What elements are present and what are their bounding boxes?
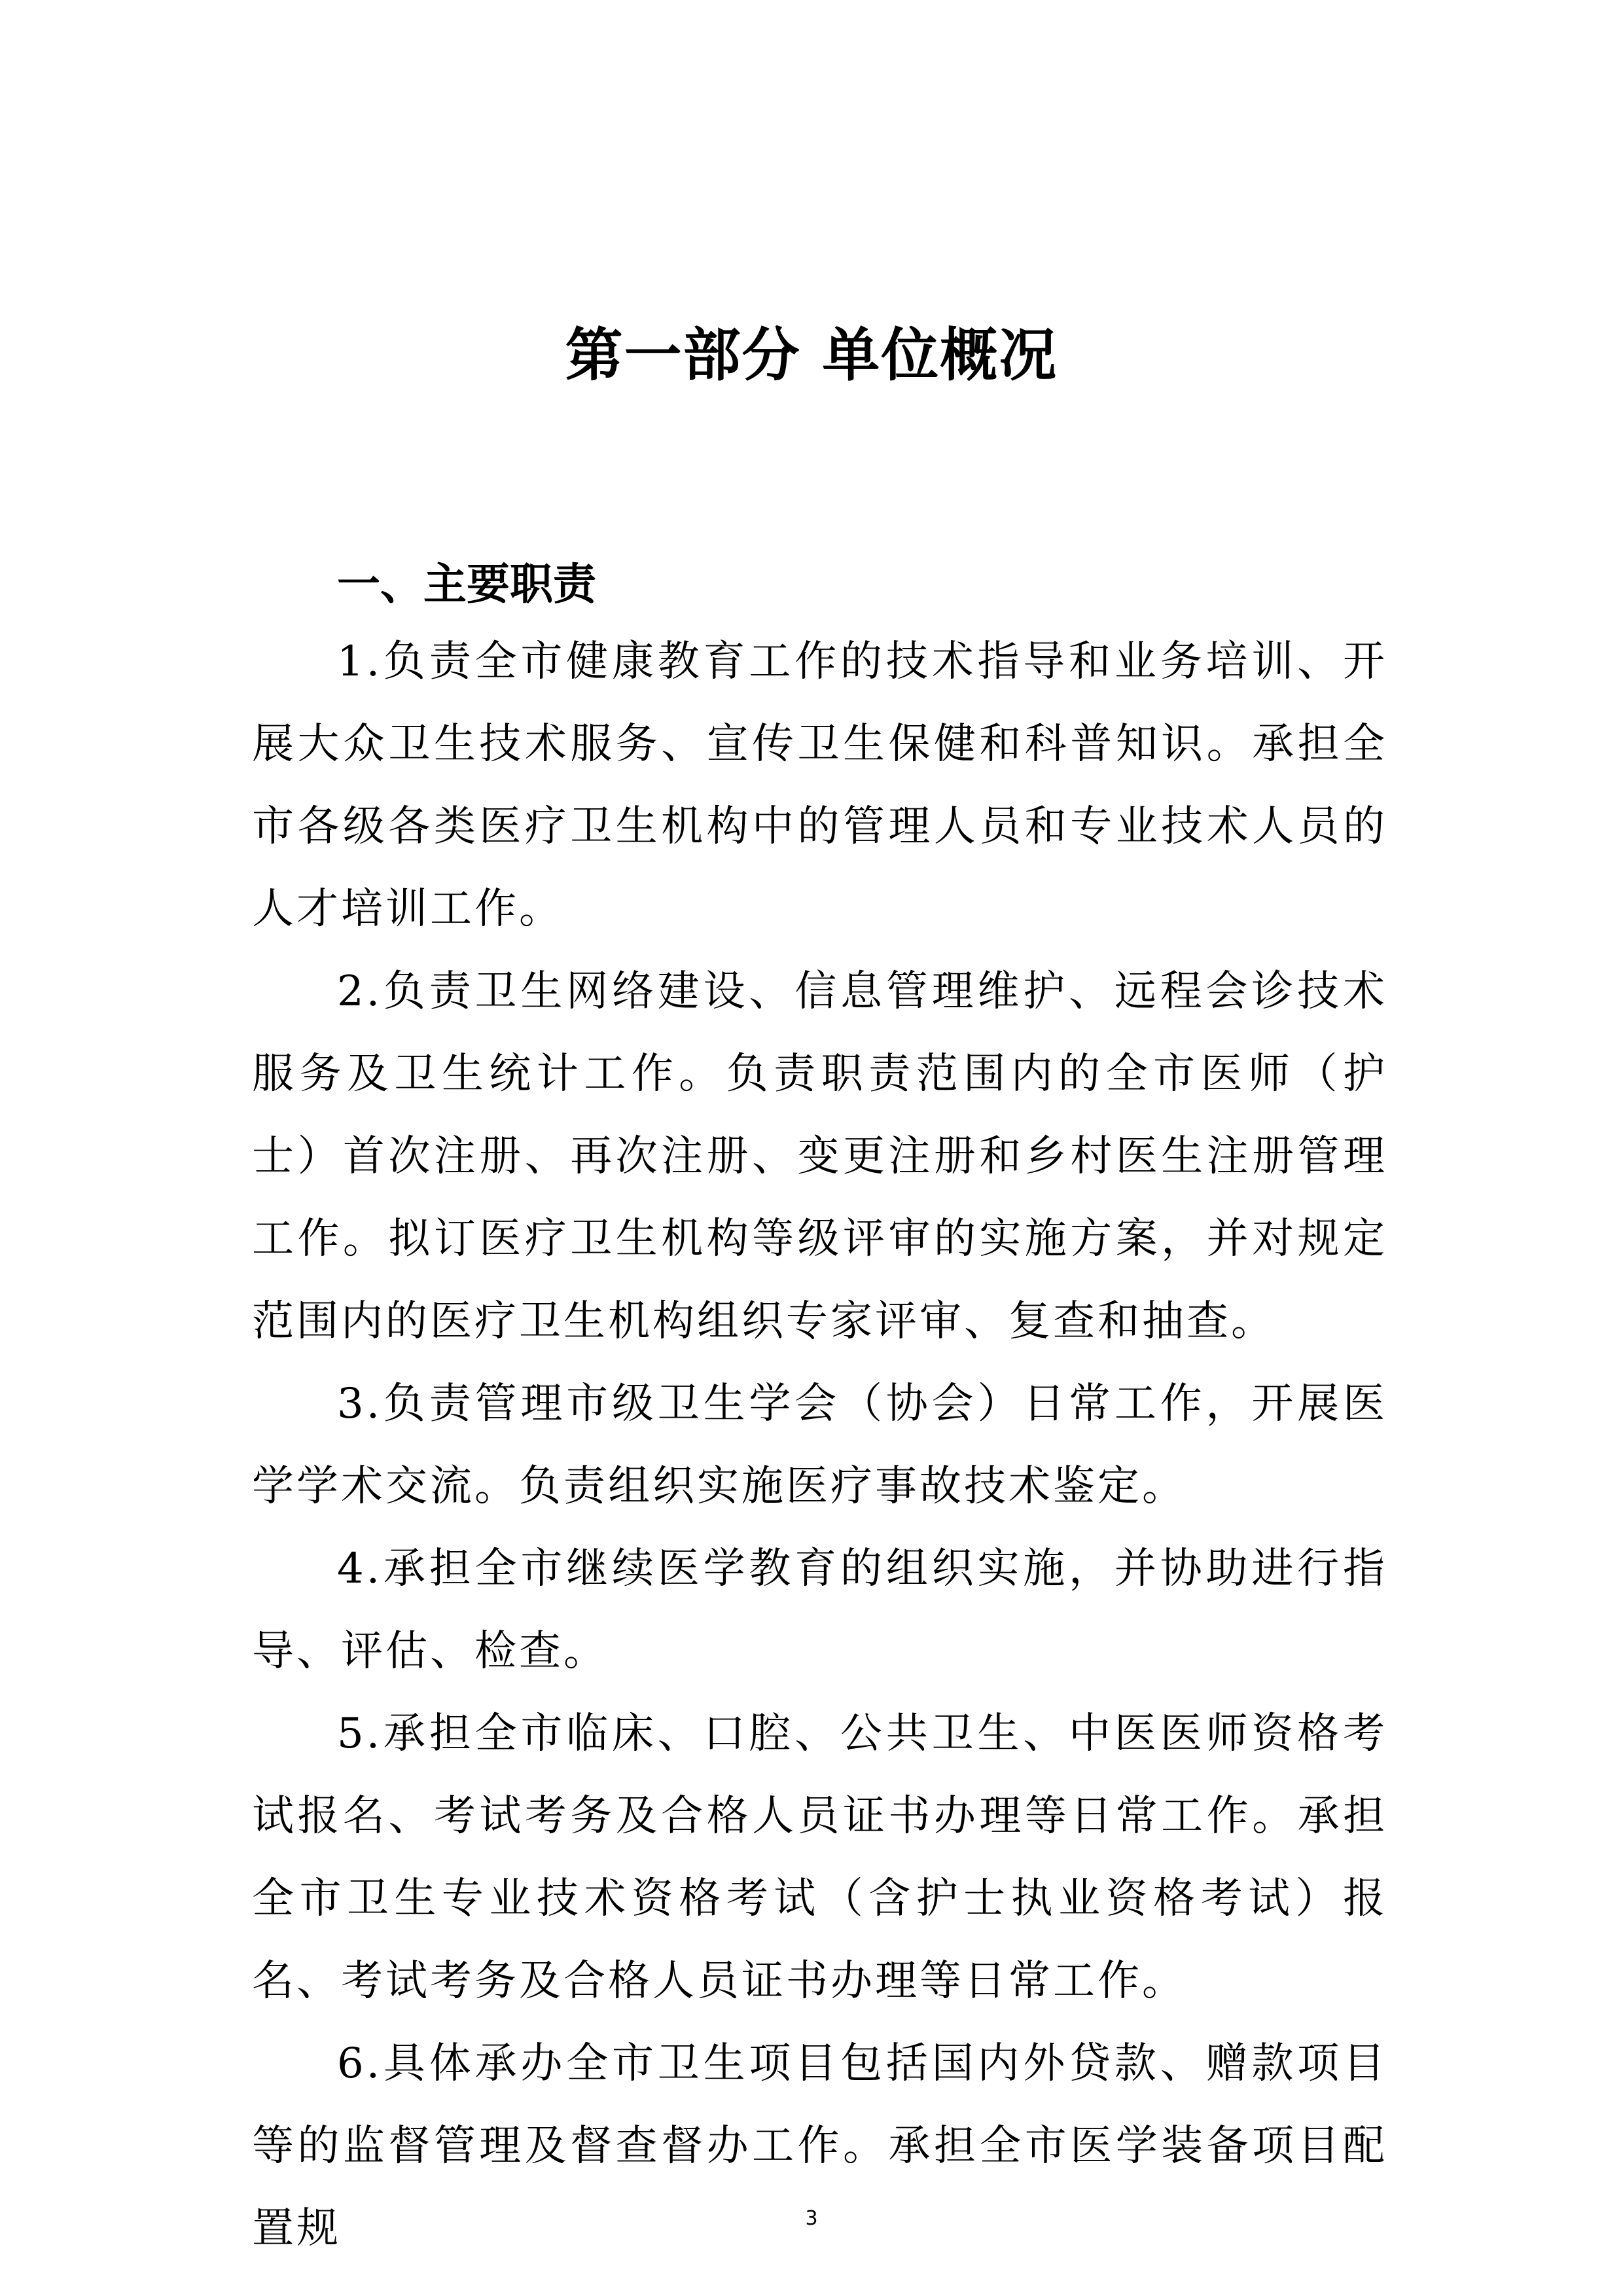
paragraph: 1.负责全市健康教育工作的技术指导和业务培训、开展大众卫生技术服务、宣传卫生保健和科普知识。承担全市各级各类医疗卫生机构中的管理人员和专业技术人员的人才培训工作。	[252, 637, 1387, 933]
paragraph: 5.承担全市临床、口腔、公共卫生、中医医师资格考试报名、考试考务及合格人员证书办理等日常工作。承担全市卫生专业技术资格考试（含护士执业资格考试）报名、考试考务及合格人员证书办理等日常工作。	[252, 1710, 1387, 2005]
paragraph: 6.具体承办全市卫生项目包括国内外贷款、赠款项目等的监督管理及督查督办工作。承担全市医学装备项目配置规	[252, 2039, 1387, 2253]
section-heading: 一、主要职责	[337, 559, 596, 609]
body-text	[252, 620, 1387, 2270]
paragraph: 3.负责管理市级卫生学会（协会）日常工作，开展医学学术交流。负责组织实施医疗事故技术鉴定。	[252, 1380, 1387, 1511]
page-title: 第一部分 单位概况	[565, 321, 1058, 389]
paragraph: 2.负责卫生网络建设、信息管理维护、远程会诊技术服务及卫生统计工作。负责职责范围内的全市医师（护士）首次注册、再次注册、变更注册和乡村医生注册管理工作。拟订医疗卫生机构等级评审的实施方案，并对规定范围内的医疗卫生机构组织专家评审、复查和抽查。	[252, 967, 1387, 1346]
paragraph: 4.承担全市继续医学教育的组织实施，并协助进行指导、评估、检查。	[252, 1545, 1387, 1676]
page-number: 3	[805, 2207, 818, 2230]
